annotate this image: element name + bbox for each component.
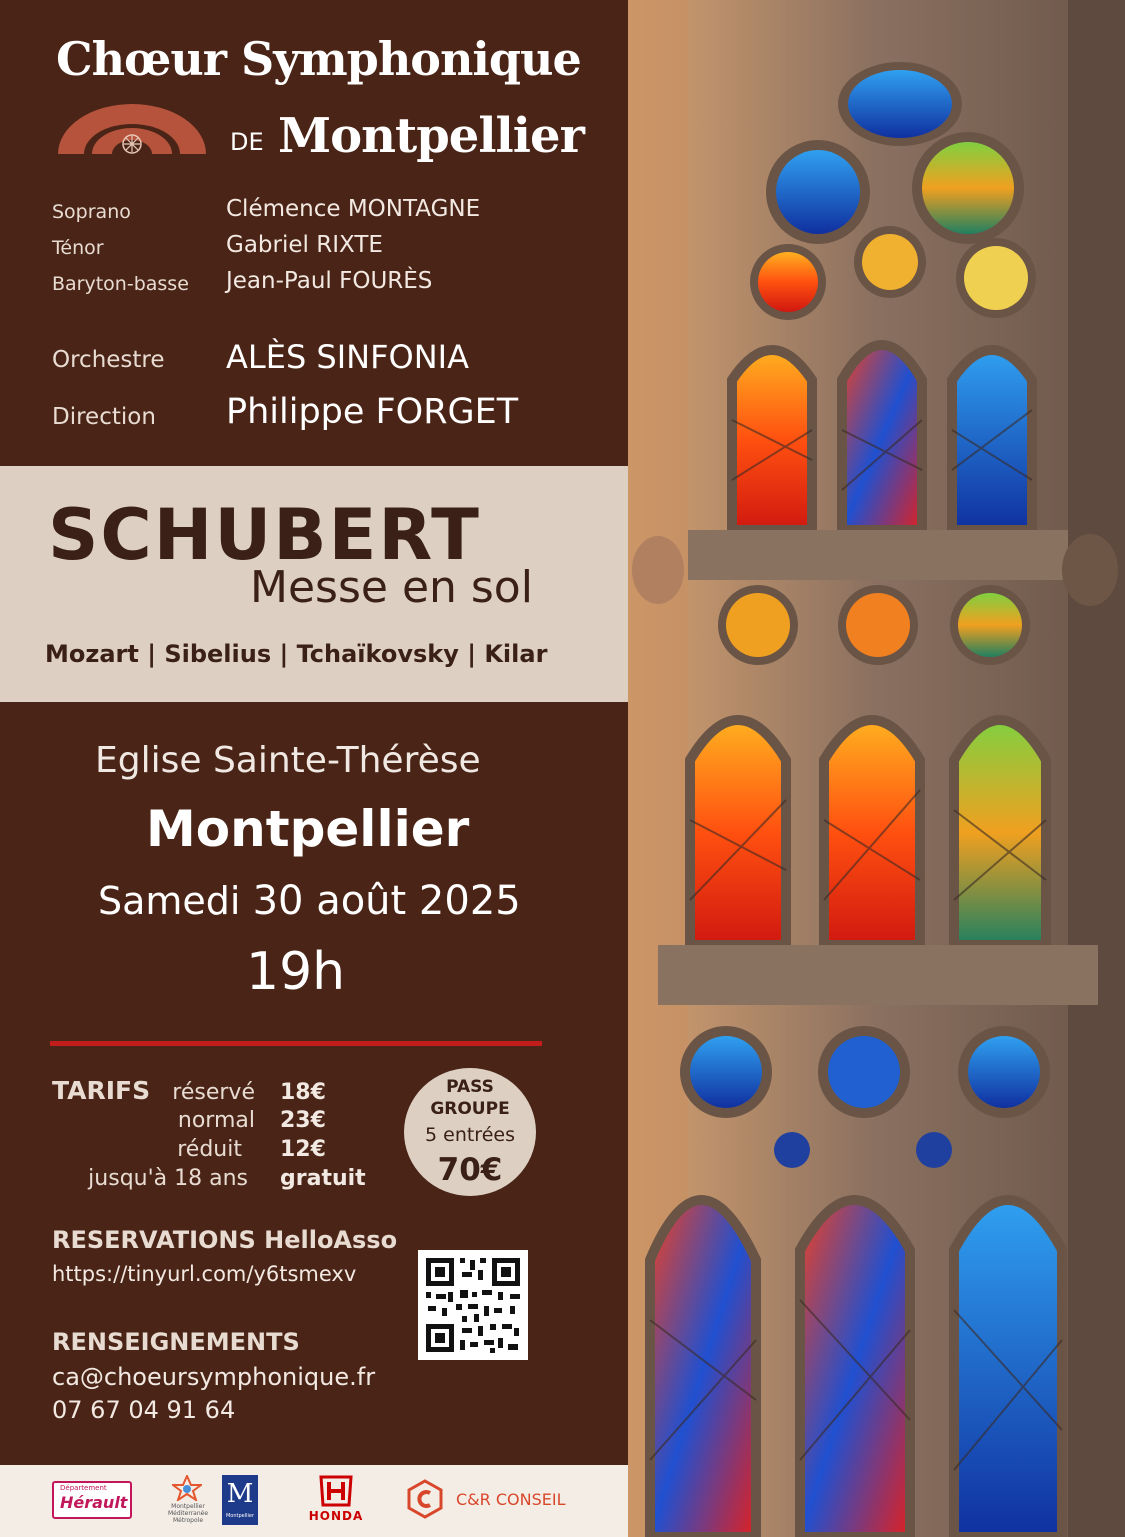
- soloist-role-tenor: Ténor: [52, 237, 104, 259]
- tarif-price: gratuit: [280, 1166, 366, 1191]
- info-phone[interactable]: 07 67 04 91 64: [52, 1396, 236, 1424]
- choir-title-line2: Montpellier: [278, 108, 584, 164]
- stained-glass-window-image: [628, 0, 1125, 1537]
- info-heading: RENSEIGNEMENTS: [52, 1328, 300, 1356]
- honda-name: HONDA: [308, 1509, 364, 1523]
- reservations-heading: RESERVATIONS HelloAsso: [52, 1226, 398, 1254]
- tarif-label: jusqu'à 18 ans: [88, 1166, 248, 1191]
- ensemble-name-orchestre: ALÈS SINFONIA: [226, 338, 469, 376]
- cr-conseil-name: C&R CONSEIL: [456, 1490, 566, 1509]
- herault-name: Hérault: [60, 1493, 128, 1512]
- stained-glass-photo: [628, 0, 1125, 1537]
- ensemble-name-direction: Philippe FORGET: [226, 392, 519, 432]
- montpellier-m: M: [226, 1479, 254, 1509]
- event-time: 19h: [246, 942, 346, 1002]
- divider-rule: [50, 1041, 542, 1046]
- event-date-value: 30 août 2025: [252, 878, 521, 924]
- montpellier-metropole-logo: [162, 1475, 212, 1529]
- honda-h-icon: [318, 1475, 354, 1507]
- tarifs-heading: TARIFS: [52, 1076, 151, 1105]
- ensemble-role-direction: Direction: [52, 404, 156, 430]
- pass-price: 70€: [437, 1152, 503, 1188]
- choir-title-line1: Chœur Symphonique: [56, 32, 581, 86]
- tarif-price: 18€: [280, 1080, 326, 1105]
- soloist-role-soprano: Soprano: [52, 201, 131, 223]
- city: Montpellier: [146, 800, 470, 858]
- ensemble-role-orchestre: Orchestre: [52, 347, 165, 373]
- choir-title-de: DE: [230, 128, 264, 156]
- venue: Eglise Sainte-Thérèse: [95, 740, 481, 781]
- metropole-name: Montpellier Méditerranée Métropole: [167, 1503, 209, 1524]
- tarif-label: réduit: [177, 1137, 242, 1162]
- montpellier-m-logo: [222, 1475, 258, 1525]
- soloist-name-baryton: Jean-Paul FOURÈS: [226, 268, 433, 294]
- info-email[interactable]: ca@choeursymphonique.fr: [52, 1363, 376, 1391]
- honda-logo: [300, 1475, 372, 1527]
- reservations-url[interactable]: https://tinyurl.com/y6tsmexv: [52, 1262, 357, 1286]
- composer-title: SCHUBERT: [48, 494, 481, 576]
- metropole-star-icon: [172, 1475, 202, 1501]
- choir-logo-icon: [56, 100, 208, 156]
- tarif-price: 12€: [280, 1137, 326, 1162]
- pass-groupe-badge: [404, 1068, 536, 1196]
- soloist-name-soprano: Clémence MONTAGNE: [226, 196, 481, 222]
- pass-title: [404, 1076, 536, 1120]
- work-title: Messe en sol: [250, 562, 533, 613]
- pass-entries: 5 entrées: [425, 1124, 515, 1146]
- pass-line2: GROUPE: [430, 1099, 510, 1119]
- tarif-label: normal: [177, 1108, 255, 1133]
- herault-logo: [52, 1481, 132, 1519]
- other-composers: Mozart | Sibelius | Tchaïkovsky | Kilar: [45, 640, 548, 668]
- herault-small: Département: [60, 1484, 107, 1492]
- pass-line1: PASS: [446, 1077, 494, 1097]
- soloist-role-baryton: Baryton-basse: [52, 273, 189, 295]
- event-date: [98, 878, 521, 924]
- tarif-label: réservé: [172, 1080, 255, 1105]
- montpellier-small: Montpellier: [225, 1513, 255, 1519]
- event-day: Samedi: [98, 879, 241, 923]
- qr-code-icon[interactable]: [418, 1250, 528, 1360]
- sponsors-strip: [0, 1465, 628, 1537]
- tarif-price: 23€: [280, 1108, 326, 1133]
- soloist-name-tenor: Gabriel RIXTE: [226, 232, 383, 258]
- cr-conseil-logo: [406, 1479, 576, 1523]
- cr-hexagon-icon: [406, 1479, 444, 1519]
